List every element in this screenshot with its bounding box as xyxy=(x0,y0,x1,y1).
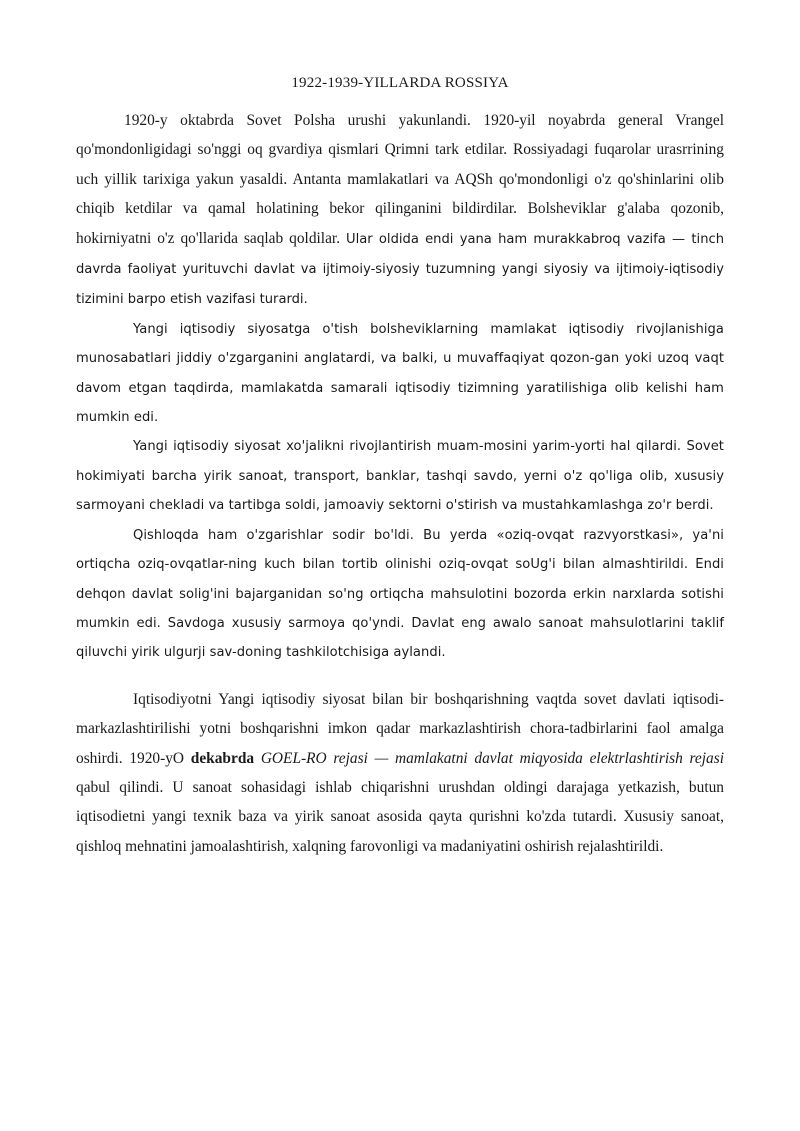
paragraph-5 xyxy=(76,685,724,861)
document-title: 1922-1939-YILLARDA ROSSIYA xyxy=(291,75,509,91)
paragraph-5-italic: GOEL-RO rejasi — mamlakatni davlat miqyosida elektrlashtirish rejasi xyxy=(260,749,724,767)
paragraph-5-bold: dekabrda xyxy=(190,749,255,767)
paragraph-5-text-c: qabul qilindi. U sanoat sohasidagi ishlab chiqarishni urushdan oldingi darajaga yetkazish, butun iqtisodietni yangi texnik baza va yirik sanoat asosida qayta qurishni ko'zda tutardi. Xususiy sanoat, qishloq mehnatini jamoalashtirish, xalqning farovonligi va madaniyatini oshirish rejalashtirildi. xyxy=(76,778,724,855)
paragraph-3: Yangi iqtisodiy siyosat xo'jalikni rivojlantirish muam-mosini yarim-yorti hal qilardi. Sovet hokimiyati barcha yirik sanoat, transport, banklar, tashqi savdo, yerni o'z qo'liga olib, xususiy sarmoyani chekladi va tartibga soldi, jamoaviy sektorni o'stirish va mustahkamlashga zo'r berdi. xyxy=(76,439,724,514)
paragraph-2: Yangi iqtisodiy siyosatga o'tish bolsheviklarning mamlakat iqtisodiy rivojlanishiga munosabatlari jiddiy o'zgarganini anglatardi, va balki, u muvaffaqiyat qozon-gan yoki uzoq vaqt davom etgan taqdirda, mamlakatda samarali iqtisodiy tizimning yaratilishiga olib kelishi ham mumkin edi. xyxy=(76,321,724,426)
document-page xyxy=(76,72,724,861)
paragraph-1-text: 1920-y oktabrda Sovet Polsha urushi yakunlandi. 1920-yil noyabrda general Vrangel qo'mondonligidagi so'nggi oq gvardiya qismlari Qrimni tark etdilar. Rossiyadagi fuqarolar urasrrining uch yillik tarixiga yakun yasaldi. Antanta mamlakatlari va AQSh qo'mondonligi o'z qo'shinlarini olib chiqib ketdilar va qamal holatining bekor qilinganini bildirdilar. Bolsheviklar g'alaba qozonib, hokirniyatni o'z qo'llarida saqlab qoldilar. xyxy=(76,112,724,247)
paragraph-gap xyxy=(76,668,724,685)
paragraph-5-text-a: Iqtisodiyotni Yangi iqtisodiy siyosat bilan bir boshqarishning vaqtda sovet davlati iqtisodi-markazlashtirilishi yotni boshqarishni imkon qadar markazlashtirish chora-tadbirlarini faol amalga oshirdi. 1920-yO xyxy=(76,690,724,767)
paragraph-5-text-b xyxy=(254,750,261,767)
paragraph-1 xyxy=(76,106,724,315)
paragraph-1-continuation: Ular oldida endi yana ham murakkabroq vazifa — tinch davrda faoliyat yurituvchi davlat va ijtimoiy-siyosiy tuzumning yangi siyosiy va ijtimoiy-iqtisodiy tizimini barpo etish vazifasi turardi. xyxy=(76,231,724,308)
paragraph-4: Qishloqda ham o'zgarishlar sodir bo'ldi. Bu yerda «oziq-ovqat razvyorstkasi», ya'ni ortiqcha oziq-ovqatlar-ning kuch bilan tortib olinishi oziq-ovqat soUg'i bilan almashtirildi. Endi dehqon davlat solig'ini bajarganidan so'ng ortiqcha mahsulotini bozorda erkin narxlarda sotishi mumkin edi. Savdoga xususiy sarmoya qo'yndi. Davlat eng awalo sanoat mahsulotlarini taklif qiluvchi yirik ulgurji sav-doning tashkilotchisiga aylandi. xyxy=(76,527,724,661)
